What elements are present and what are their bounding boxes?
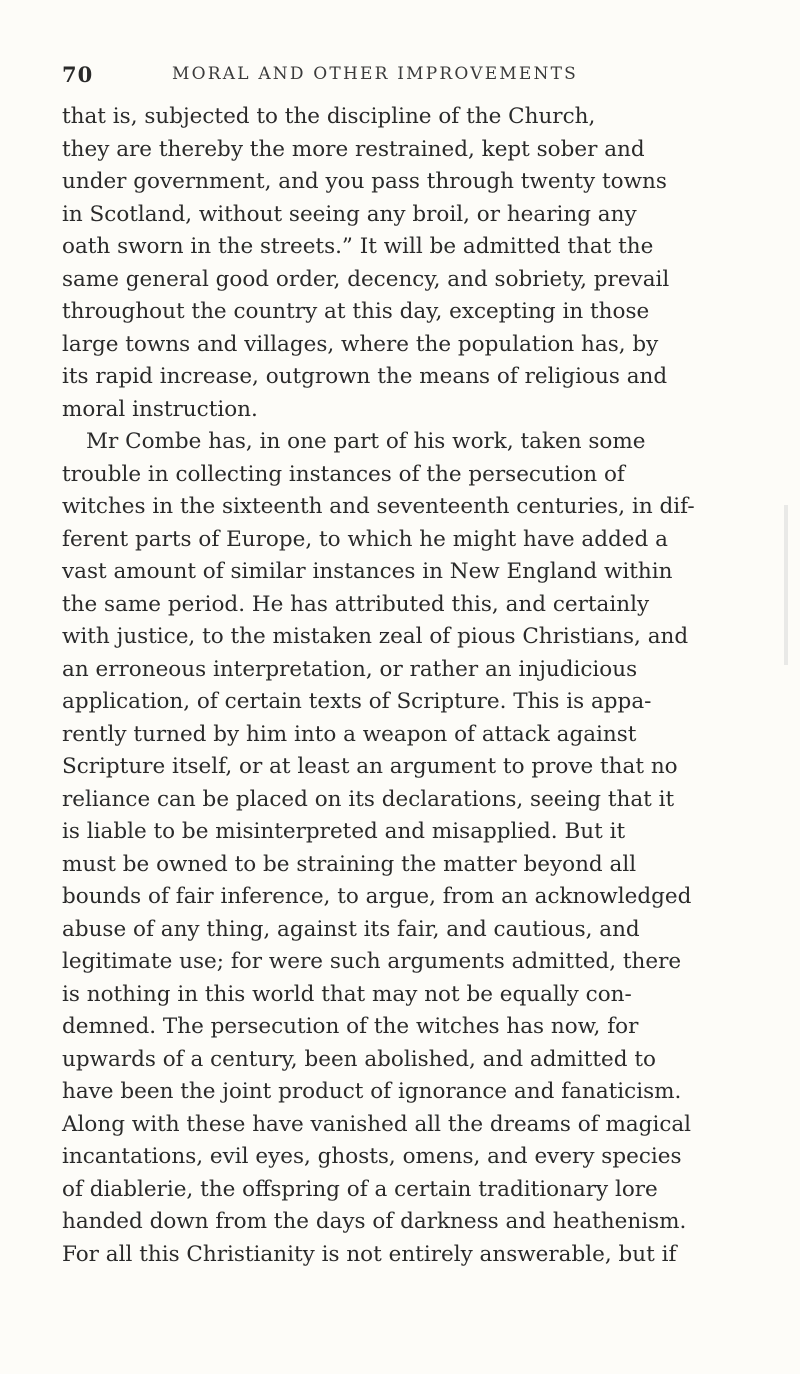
text-line: abuse of any thing, against its fair, and cautious, and [62, 916, 640, 942]
text-line: demned. The persecution of the witches has now, for [62, 1014, 639, 1039]
page-header [62, 62, 714, 92]
text-line: For all this Christianity is not entirely answerable, but if [62, 1241, 677, 1267]
text-line: its rapid increase, outgrown the means of religious and [62, 364, 668, 389]
text-line: have been the joint product of ignorance and fanaticism. [62, 1079, 682, 1104]
paragraph-start-line: Mr Combe has, in one part of his work, taken some [86, 429, 646, 454]
page-edge-mark [784, 505, 788, 665]
text-line: Along with these have vanished all the dreams of magical [62, 1111, 692, 1137]
text-line: trouble in collecting instances of the persecution of [62, 461, 625, 487]
page-number: 70 [62, 62, 94, 87]
text-line: under government, and you pass through twenty towns [62, 169, 667, 194]
text-line: moral instruction. [62, 396, 258, 422]
text-line: an erroneous interpretation, or rather an injudicious [62, 656, 638, 682]
text-line: incantations, evil eyes, ghosts, omens, and every species [62, 1144, 682, 1169]
text-line: ferent parts of Europe, to which he might have added a [62, 526, 668, 552]
text-line: handed down from the days of darkness and heathenism. [62, 1209, 687, 1234]
text-line: is nothing in this world that may not be equally con- [62, 981, 632, 1007]
text-line: large towns and villages, where the population has, by [62, 331, 659, 357]
text-line: the same period. He has attributed this, and certainly [62, 591, 650, 617]
text-line: that is, subjected to the discipline of the Church, [62, 104, 596, 129]
body-text [62, 101, 722, 1271]
text-line: reliance can be placed on its declarations, seeing that it [62, 786, 675, 812]
text-line: witches in the sixteenth and seventeenth centuries, in dif- [62, 494, 695, 519]
text-line: Scripture itself, or at least an argument to prove that no [62, 754, 678, 779]
text-line: bounds of fair inference, to argue, from an acknowledged [62, 884, 692, 909]
text-line: same general good order, decency, and sobriety, prevail [62, 266, 670, 292]
text-line: must be owned to be straining the matter beyond all [62, 851, 637, 877]
text-line: of diablerie, the offspring of a certain traditionary lore [62, 1176, 658, 1202]
text-line: with justice, to the mistaken zeal of pious Christians, and [62, 624, 689, 649]
running-title: MORAL AND OTHER IMPROVEMENTS [172, 64, 578, 84]
text-line: is liable to be misinterpreted and misapplied. But it [62, 819, 626, 844]
text-line: application, of certain texts of Scripture. This is appa- [62, 689, 652, 714]
text-line: vast amount of similar instances in New England within [62, 559, 673, 584]
text-line: throughout the country at this day, excepting in those [62, 299, 650, 324]
text-line: upwards of a century, been abolished, and admitted to [62, 1046, 656, 1072]
text-line: in Scotland, without seeing any broil, or hearing any [62, 201, 637, 227]
text-line: they are thereby the more restrained, kept sober and [62, 136, 645, 162]
text-line: legitimate use; for were such arguments admitted, there [62, 949, 682, 974]
text-line: rently turned by him into a weapon of attack against [62, 721, 637, 747]
text-line: oath sworn in the streets.” It will be admitted that the [62, 234, 654, 259]
